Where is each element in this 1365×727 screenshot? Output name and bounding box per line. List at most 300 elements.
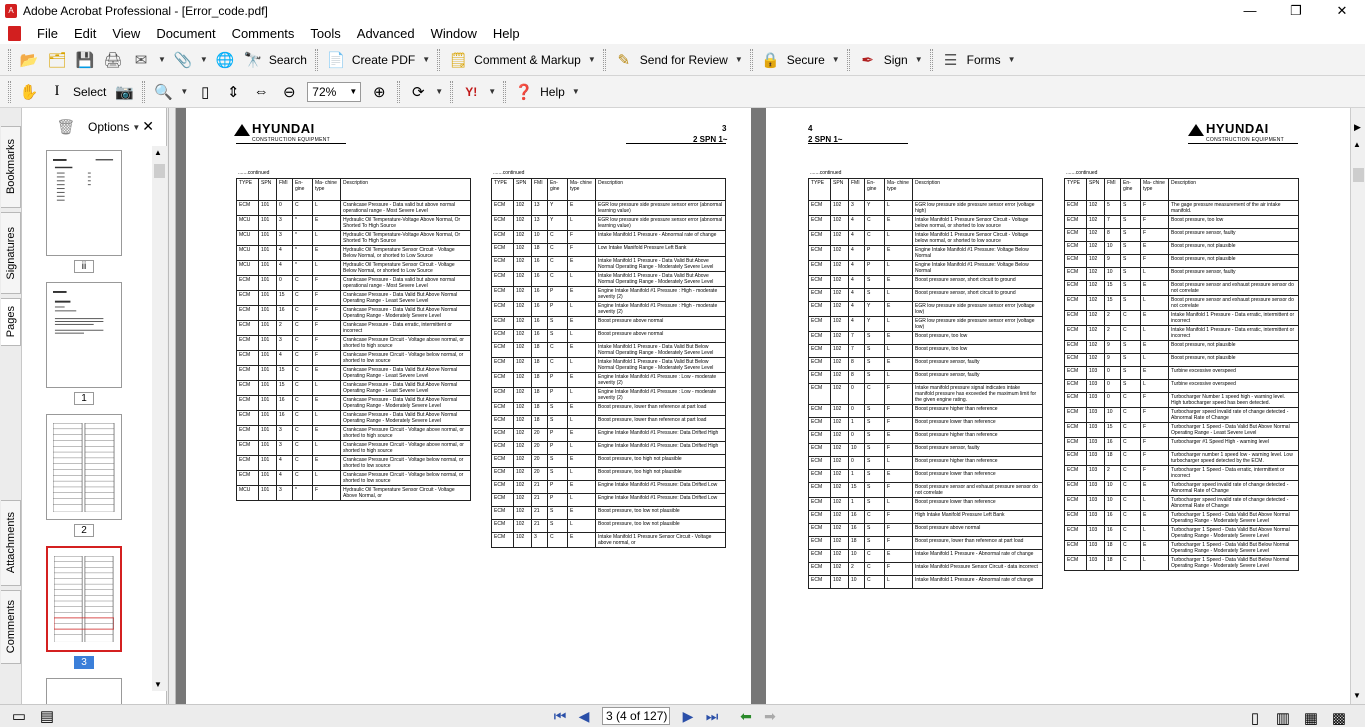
tab-bookmarks[interactable]: Bookmarks [1,126,21,208]
table-cell: 102 [1087,281,1105,296]
table-cell: Boost pressure, lower than reference at part load [913,537,1043,550]
table-cell: 7 [849,345,865,358]
title-bar [0,0,1365,22]
create-pdf-icon[interactable]: 📄 [326,51,346,69]
page-label[interactable]: 1 [74,392,94,405]
page-label[interactable]: 3 [74,656,94,669]
table-cell: ECM [1065,367,1087,380]
table-cell: F [885,524,913,537]
column-header: TYPE [1065,179,1087,201]
menu-help[interactable]: Help [492,25,520,41]
table-cell: 16 [277,306,293,321]
table-cell: * [293,246,313,261]
table-cell: C [1121,466,1141,481]
table-cell: Boost pressure above normal [913,524,1043,537]
table-cell: 102 [831,470,849,483]
table-cell: 10 [1105,408,1121,423]
table-cell: 103 [1087,556,1105,571]
table-cell: E [885,431,913,444]
menu-file[interactable]: File [37,25,58,41]
table-cell: 102 [831,201,849,216]
chevron-down-icon[interactable]: ▼ [831,55,840,64]
search-button[interactable]: Search [268,52,307,67]
chevron-down-icon[interactable]: ▼ [435,87,444,96]
table-cell: ECM [1065,481,1087,496]
previous-view-icon[interactable]: ⬅ [740,707,752,724]
chevron-down-icon[interactable]: ▼ [571,87,580,96]
table-cell: C [293,276,313,291]
table-cell: F [313,291,341,306]
table-cell: Crankcase Pressure - Data valid but above normal operational range - Most Severe Level [341,276,471,291]
table-cell: 102 [831,302,849,317]
table-cell: Boost pressure, too high not plausible [596,455,726,468]
chevron-down-icon[interactable]: ▼ [1007,55,1016,64]
table-row [492,330,726,343]
page-number-field[interactable]: 3 (4 of 127) [602,707,670,725]
table-cell: ECM [237,441,259,456]
help-icon[interactable]: ❓ [514,83,534,101]
table-row [1065,268,1299,281]
zoom-out-icon[interactable]: ⊖ [282,83,296,101]
layout-icon[interactable]: ▤ [39,708,55,725]
table-cell: 101 [259,396,277,411]
save-icon[interactable]: 💾 [75,51,95,69]
menu-comments[interactable]: Comments [231,25,295,41]
navigation-toolbar [0,76,1365,108]
fit-page-icon[interactable]: ⇕ [226,83,240,101]
table-cell: 10 [849,550,865,563]
organizer-icon[interactable]: 🗂 [47,51,67,69]
table-row [809,371,1043,384]
table-cell: S [548,330,568,343]
page-size-icon[interactable]: ▭ [11,708,27,725]
thumbnail-scrollbar[interactable] [152,146,167,691]
menu-window[interactable]: Window [430,25,477,41]
table-cell: 4 [849,246,865,261]
globe-icon[interactable]: 🌐 [215,51,235,69]
table-row [809,317,1043,332]
table-row [809,563,1043,576]
table-cell: S [548,416,568,429]
table-cell: Turbocharger 1 Speed - Data Valid But Above Normal Operating Range - Least Severe Level [1169,423,1299,438]
table-cell: E [1141,511,1169,526]
pages-panel [22,108,167,704]
continuous-icon[interactable]: ▥ [1275,710,1291,727]
table-cell: 102 [1087,242,1105,255]
table-row [809,537,1043,550]
table-cell: * [293,486,313,501]
comment-icon[interactable]: 🗒 [448,51,468,69]
send-for-review-button[interactable]: Send for Review [639,52,728,67]
close-button[interactable]: ✕ [1336,3,1348,18]
menu-tools[interactable]: Tools [310,25,341,41]
table-cell: L [1141,556,1169,571]
table-cell: ECM [809,216,831,231]
page-thumbnail[interactable] [46,150,122,256]
table-cell: 20 [532,455,548,468]
scroll-up-icon[interactable]: ▲ [1353,140,1361,149]
table-cell: S [1121,341,1141,354]
table-row [809,345,1043,358]
forms-button[interactable]: Forms [966,52,1001,67]
snapshot-icon[interactable]: 📷 [115,83,134,101]
table-cell: S [865,470,885,483]
table-cell: F [1141,229,1169,242]
chevron-down-icon[interactable]: ▼ [422,55,431,64]
table-cell: 102 [1087,296,1105,311]
scroll-up-icon[interactable]: ▲ [154,148,162,157]
table-cell: ECM [237,201,259,216]
table-cell: F [885,511,913,524]
previous-page-icon[interactable]: ◀ [578,707,590,724]
menu-advanced[interactable]: Advanced [356,25,415,41]
table-cell: ECM [1065,341,1087,354]
attach-icon[interactable]: 📎 [173,51,193,69]
table-cell: ECM [809,302,831,317]
table-cell: 18 [849,537,865,550]
table-cell: 10 [532,231,548,244]
scroll-right-icon[interactable]: ▶ [1354,122,1361,132]
scroll-thumb[interactable] [154,164,165,178]
table-cell: C [865,384,885,405]
next-view-icon[interactable]: ➡ [764,707,776,724]
table-cell: 102 [514,257,532,272]
table-cell: E [568,403,596,416]
table-cell: F [1141,438,1169,451]
table-cell: 102 [514,343,532,358]
table-cell: ECM [809,261,831,276]
window-title: Adobe Acrobat Professional - [Error_code.pdf] [23,4,268,18]
table-cell: ECM [1065,526,1087,541]
search-icon[interactable]: 🔭 [243,51,263,69]
table-cell: 102 [514,244,532,257]
table-cell: Turbine excessive overspeed [1169,367,1299,380]
document-scrollbar[interactable] [1350,108,1365,704]
table-row [809,384,1043,405]
table-cell: Turbocharger number 1 speed low - warning level. Low turbocharger speed detected by the ECM. [1169,451,1299,466]
table-row [492,287,726,302]
table-cell: 16 [532,272,548,287]
table-cell: L [568,520,596,533]
open-folder-icon[interactable]: 📂 [19,51,39,69]
table-row [1065,496,1299,511]
table-cell: F [885,444,913,457]
table-cell: F [885,483,913,498]
table-cell: MCU [237,216,259,231]
table-cell: Boost pressure lower than reference [913,418,1043,431]
page-thumbnail[interactable] [46,414,122,520]
table-cell: 2 [849,563,865,576]
table-cell: 0 [1105,380,1121,393]
page-label[interactable]: ii [74,260,94,273]
zoom-level-field[interactable]: 72% ▼ [307,82,361,102]
table-cell: 18 [532,416,548,429]
scroll-down-icon[interactable]: ▼ [154,680,162,689]
table-header [237,179,471,201]
select-button[interactable]: Select [73,84,107,99]
comment-markup-button[interactable]: Comment & Markup [474,52,581,67]
scroll-down-icon[interactable]: ▼ [1353,691,1361,700]
yahoo-toolbar-icon[interactable]: Y! [465,84,478,99]
table-row [1065,380,1299,393]
chevron-down-icon[interactable]: ▼ [158,55,166,64]
table-cell: ECM [492,494,514,507]
chevron-down-icon[interactable]: ▼ [914,55,923,64]
hand-tool-icon[interactable]: ✋ [19,83,39,101]
table-cell: EGR low pressure side pressure sensor error (abnormal learning value) [596,201,726,216]
continued-label: .......continued [238,170,270,176]
table-cell: 102 [514,507,532,520]
section-title: 2 SPN 1~ [693,135,728,144]
table-cell: F [885,418,913,431]
table-cell: ECM [1065,438,1087,451]
table-cell: F [1141,408,1169,423]
table-row [809,231,1043,246]
table-cell: E [885,302,913,317]
table-cell: L [568,468,596,481]
scroll-thumb[interactable] [1353,168,1364,182]
single-page-icon[interactable]: ▯ [1250,710,1260,727]
menu-edit[interactable]: Edit [73,25,97,41]
table-cell: C [1121,511,1141,526]
table-cell: S [1121,354,1141,367]
table-cell: L [885,289,913,302]
column-header: FMI [532,179,548,201]
actual-size-icon[interactable]: ▯ [201,83,210,101]
page-thumbnail[interactable] [46,678,122,704]
chevron-down-icon[interactable]: ▼ [587,55,596,64]
tab-comments[interactable]: Comments [1,590,21,664]
table-cell: L [313,261,341,276]
table-cell: 18 [1105,451,1121,466]
last-page-icon[interactable]: ⏭ [705,707,719,724]
chevron-down-icon[interactable]: ▼ [488,87,497,96]
table-cell: 9 [1105,354,1121,367]
table-cell: 102 [1087,341,1105,354]
section-title: 2 SPN 1~ [808,135,843,144]
table-cell: S [548,468,568,481]
table-cell: F [313,486,341,501]
table-cell: F [885,537,913,550]
table-cell: 8 [849,358,865,371]
facing-icon[interactable]: ▦ [1303,710,1319,727]
table-cell: Crankcase Pressure - Data Valid But Above Normal Operating Range - Moderately Severe Level [341,411,471,426]
table-cell: ECM [809,431,831,444]
table-cell: C [548,257,568,272]
table-cell: ECM [492,373,514,388]
email-icon[interactable]: ✉ [134,51,148,69]
table-row [1065,367,1299,380]
table-cell: 16 [532,287,548,302]
chevron-down-icon[interactable]: ▼ [199,55,208,64]
table-cell: F [313,351,341,366]
zoom-in-icon[interactable]: ⊕ [372,83,386,101]
table-cell: 16 [277,411,293,426]
table-cell: E [885,550,913,563]
menu-view[interactable]: View [112,25,141,41]
table-cell: S [1121,229,1141,242]
maximize-button[interactable]: ❐ [1290,3,1302,18]
table-cell: 21 [532,481,548,494]
table-cell: ECM [237,456,259,471]
table-cell: 4 [277,246,293,261]
table-cell: Engine Intake Manifold #1 Pressure : Low - moderate severity (2) [596,373,726,388]
fit-width-icon[interactable]: ⇔ [253,83,269,100]
table-cell: Y [865,201,885,216]
table-cell: 18 [1105,541,1121,556]
table-cell: E [885,216,913,231]
table-cell: 103 [1087,451,1105,466]
text-select-icon[interactable]: I [54,83,60,99]
tab-pages[interactable]: Pages [1,298,21,346]
table-row [1065,526,1299,541]
rotate-icon[interactable]: ⟳ [411,83,425,101]
sign-button[interactable]: Sign [883,52,908,67]
table-cell: 102 [514,455,532,468]
next-page-icon[interactable]: ▶ [682,707,694,724]
chevron-down-icon[interactable]: ▼ [180,87,189,96]
table-cell: 102 [514,201,532,216]
secure-button[interactable]: Secure [786,52,825,67]
page-label[interactable]: 2 [74,524,94,537]
table-cell: ECM [809,576,831,589]
table-row [1065,408,1299,423]
table-cell: Intake Manifold 1 Pressure - Data Valid But Below Normal Operating Range - Moderately Severe Level [596,358,726,373]
table-row [809,261,1043,276]
pen-icon[interactable]: ✒ [861,51,874,69]
table-cell: 10 [1105,481,1121,496]
table-cell: E [885,332,913,345]
table-cell: 103 [1087,511,1105,526]
table-cell: EGR low pressure side pressure sensor error (voltage low) [913,317,1043,332]
table-row [809,216,1043,231]
logo-text: HYUNDAI [252,121,315,136]
table-cell: ECM [1065,255,1087,268]
table-cell: ECM [237,336,259,351]
table-cell: 101 [259,276,277,291]
table-cell: E [313,216,341,231]
table-cell: 16 [532,302,548,317]
table-cell: 101 [259,486,277,501]
table-cell: L [885,201,913,216]
column-header: Ma- chine type [1141,179,1169,201]
table-row [492,257,726,272]
page-thumbnail[interactable] [46,282,122,388]
table-cell: P [548,429,568,442]
table-cell: ECM [809,550,831,563]
close-panel-icon[interactable]: ✕ [142,118,154,134]
table-cell: 4 [277,261,293,276]
lock-icon[interactable]: 🔒 [761,51,781,69]
forms-icon[interactable]: ☰ [943,51,958,69]
table-cell: E [1141,341,1169,354]
table-cell: P [865,261,885,276]
table-cell: C [865,511,885,524]
table-cell: * [293,261,313,276]
table-cell: The gage pressure measurement of the air intake manifold. [1169,201,1299,216]
table-cell: ECM [1065,511,1087,526]
send-review-icon[interactable]: ✎ [617,51,631,69]
help-button[interactable]: Help [540,84,565,99]
table-cell: L [568,330,596,343]
table-cell: ECM [809,231,831,246]
first-page-icon[interactable]: ⏮ [553,707,567,724]
trash-icon[interactable]: 🗑 [56,119,76,136]
table-cell: ECM [492,201,514,216]
column-header: Description [913,179,1043,201]
table-cell: 10 [849,576,865,589]
table-cell: C [293,471,313,486]
table-cell: 102 [831,345,849,358]
table-row [492,373,726,388]
options-button[interactable]: Options [88,120,130,134]
table-cell: 0 [849,431,865,444]
table-row [492,272,726,287]
table-cell: Turbocharger 1 Speed - Data Valid But Below Normal Operating Range - Moderately Severe Level [1169,556,1299,571]
create-pdf-button[interactable]: Create PDF [351,52,416,67]
panel-splitter[interactable] [168,108,176,704]
tab-signatures[interactable]: Signatures [1,212,21,294]
table-cell: L [885,576,913,589]
error-code-table [236,178,471,501]
table-cell: 103 [1087,423,1105,438]
table-cell: C [293,351,313,366]
column-header: En- gine [865,179,885,201]
table-cell: 16 [1105,511,1121,526]
table-cell: L [568,442,596,455]
table-row [237,246,471,261]
tab-attachments[interactable]: Attachments [1,500,21,586]
zoom-icon[interactable]: 🔍 [154,83,173,101]
chevron-down-icon[interactable]: ▼ [734,55,743,64]
table-cell: 2 [277,321,293,336]
table-cell: C [865,216,885,231]
document-icon[interactable] [8,26,21,41]
table-cell: 102 [831,231,849,246]
table-cell: C [293,396,313,411]
table-cell: Turbocharger #1 Speed High - warning level [1169,438,1299,451]
continuous-facing-icon[interactable]: ▩ [1331,710,1347,727]
table-cell: E [1141,481,1169,496]
table-cell: 101 [259,216,277,231]
chevron-down-icon[interactable]: ▼ [132,122,141,132]
table-cell: EGR low pressure side pressure sensor error (voltage low) [913,302,1043,317]
table-cell: Crankcase Pressure - Data Valid But Above Normal Operating Range - Least Severe Level [341,291,471,306]
table-cell: E [568,507,596,520]
table-cell: 102 [831,576,849,589]
minimize-button[interactable]: — [1243,3,1257,18]
table-cell: E [313,456,341,471]
table-cell: 102 [831,289,849,302]
table-cell: E [568,533,596,548]
table-cell: * [293,216,313,231]
table-cell: Intake Manifold 1 Pressure - Data Valid But Above Normal Operating Range - Moderately Severe Level [596,257,726,272]
page-thumbnail-selected[interactable] [46,546,122,652]
table-cell: ECM [809,498,831,511]
chevron-down-icon[interactable]: ▼ [349,87,358,96]
table-cell: Crankcase Pressure Circuit - Voltage below normal, or shorted to low source [341,456,471,471]
menu-document[interactable]: Document [156,25,216,41]
table-row [237,291,471,306]
table-cell: ECM [809,537,831,550]
column-header: En- gine [1121,179,1141,201]
table-cell: Crankcase Pressure - Data valid but above normal operational range - Most Severe Level [341,201,471,216]
table-row [492,442,726,455]
table-row [237,486,471,501]
table-cell: 3 [277,486,293,501]
table-cell: S [865,524,885,537]
print-icon[interactable]: 🖨 [103,51,123,69]
